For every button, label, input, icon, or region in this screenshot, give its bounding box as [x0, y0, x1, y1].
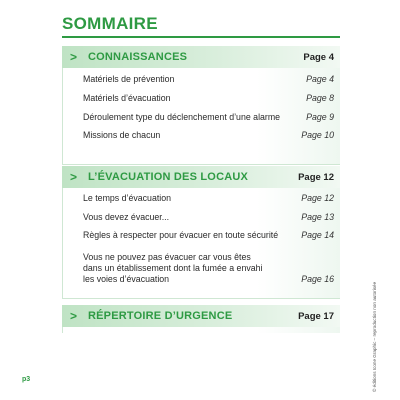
toc-entry[interactable] — [63, 230, 340, 241]
section-body — [62, 188, 340, 299]
section-header[interactable] — [62, 166, 340, 188]
entry-page: Page 12 — [301, 193, 334, 203]
entry-page: Page 16 — [301, 274, 334, 284]
chevron-right-icon: > — [70, 309, 78, 323]
chevron-right-icon: > — [70, 170, 78, 184]
toc-entry[interactable] — [63, 93, 340, 104]
section-page: Page 12 — [298, 172, 334, 183]
toc-entry[interactable] — [63, 252, 340, 285]
entry-title: Matériels de prévention — [83, 74, 175, 84]
page-title: SOMMAIRE — [62, 14, 158, 33]
section-page: Page 17 — [298, 311, 334, 322]
entry-page: Page 9 — [306, 112, 334, 122]
section-header[interactable] — [62, 305, 340, 327]
section-body — [62, 327, 340, 333]
title-divider — [62, 36, 340, 38]
copyright-note: © éditions Icone Graphic – reproduction non autorisée — [372, 281, 377, 392]
section-body — [62, 68, 340, 165]
entry-title: Déroulement type du déclenchement d’une alarme — [83, 112, 281, 122]
toc-entry[interactable] — [63, 212, 340, 223]
entry-title: Le temps d’évacuation — [83, 193, 172, 203]
entry-title: Matériels d’évacuation — [83, 93, 171, 103]
entry-title: Missions de chacun — [83, 130, 161, 140]
entry-title: Vous ne pouvez pas évacuer car vous êtes dans un établissement dont la fumée a envahi les voies d’évacuation — [83, 252, 263, 284]
entry-page: Page 4 — [306, 74, 334, 84]
entry-title: Règles à respecter pour évacuer en toute sécurité — [83, 230, 279, 240]
toc-entry[interactable] — [63, 130, 340, 141]
section-title: RÉPERTOIRE D’URGENCE — [88, 310, 233, 322]
entry-title: Vous devez évacuer... — [83, 212, 170, 222]
section-header[interactable] — [62, 46, 340, 68]
entry-page: Page 14 — [301, 230, 334, 240]
section-title: CONNAISSANCES — [88, 51, 188, 63]
section-page: Page 4 — [303, 52, 334, 63]
chevron-right-icon: > — [70, 50, 78, 64]
toc-entry[interactable] — [63, 74, 340, 85]
section-title: L’ÉVACUATION DES LOCAUX — [88, 171, 249, 183]
toc-entry[interactable] — [63, 193, 340, 204]
toc-entry[interactable] — [63, 112, 340, 123]
entry-page: Page 8 — [306, 93, 334, 103]
section-connaissances — [62, 46, 340, 165]
entry-page: Page 13 — [301, 212, 334, 222]
section-repertoire — [62, 305, 340, 333]
page-number: p3 — [22, 376, 31, 383]
section-evacuation — [62, 166, 340, 299]
entry-page: Page 10 — [301, 130, 334, 140]
